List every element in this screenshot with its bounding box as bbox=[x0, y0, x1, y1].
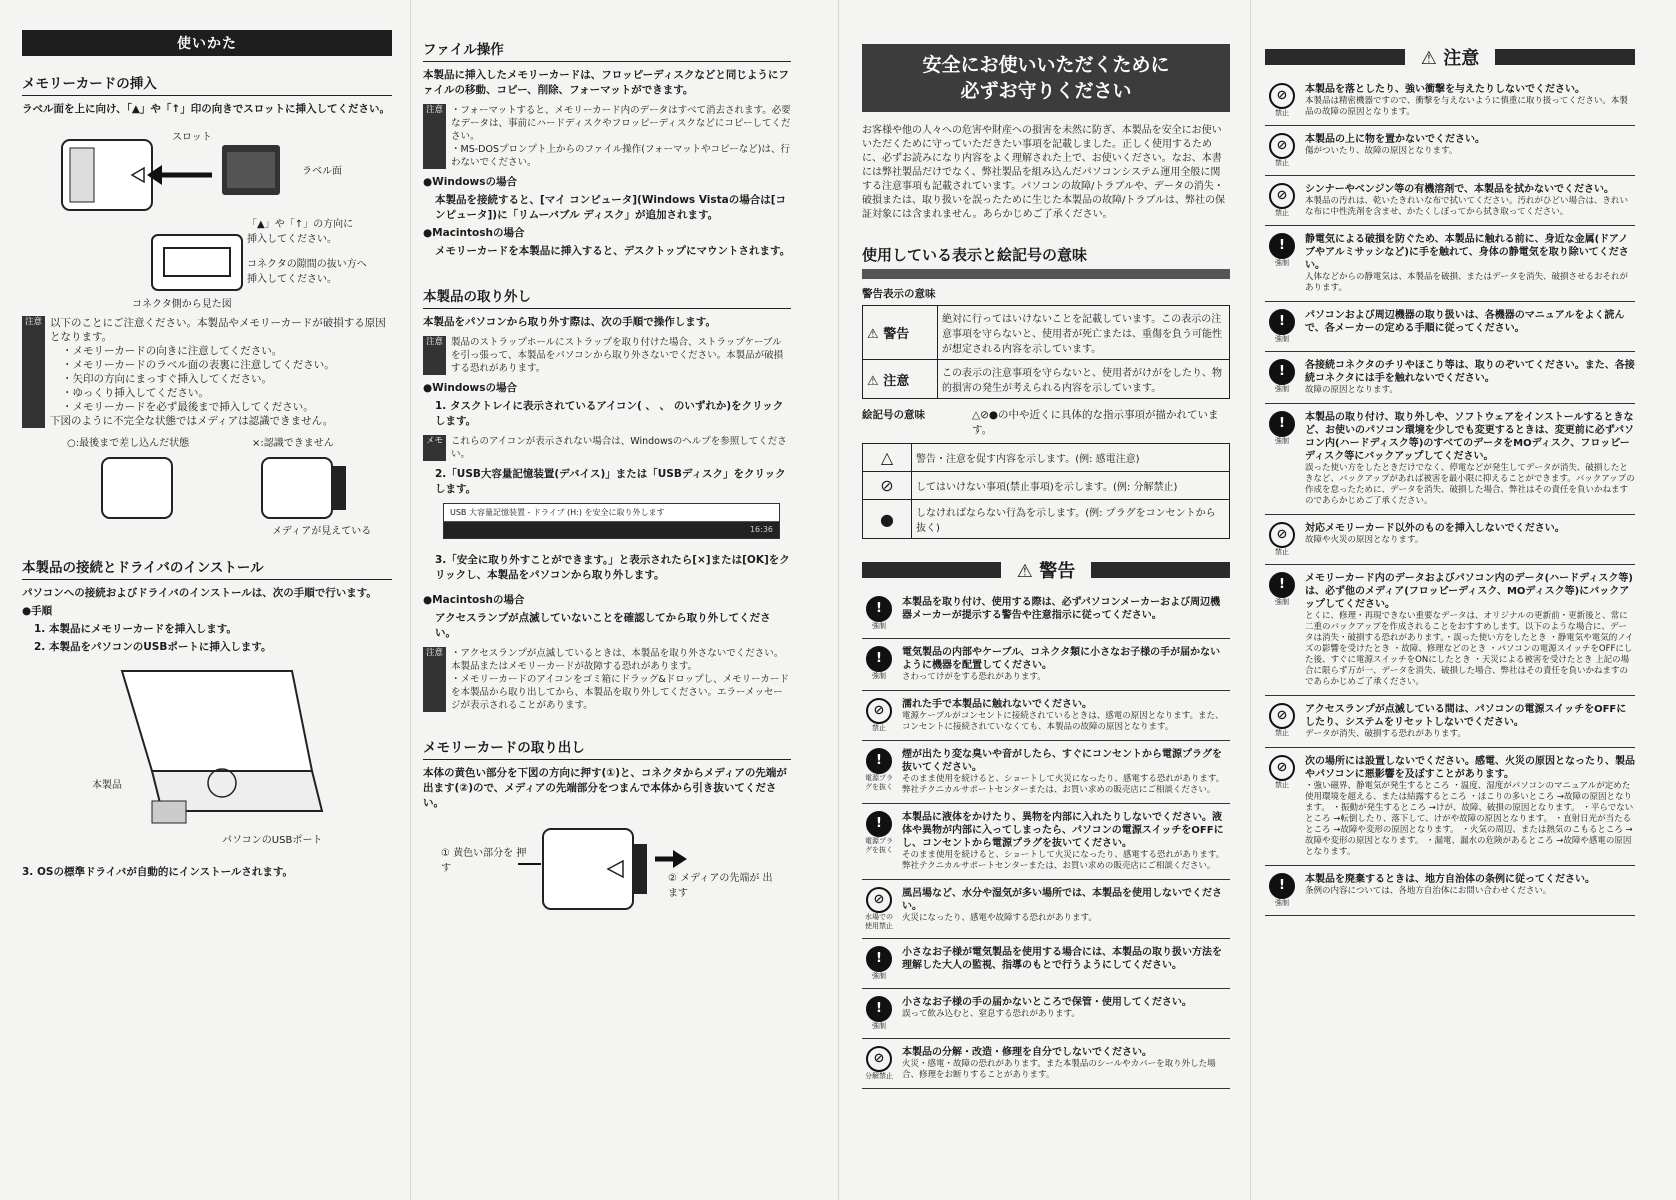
icon-label: 強制 bbox=[1275, 259, 1289, 267]
list-item bbox=[1265, 696, 1635, 748]
item-title: 対応メモリーカード以外のものを挿入しないでください。 bbox=[1305, 523, 1565, 534]
sym-row-2: してはいけない事項(禁止事項)を示します。(例: 分解禁止) bbox=[912, 472, 1230, 500]
list-item bbox=[862, 741, 1230, 804]
caution-tag: 注意 bbox=[423, 647, 446, 712]
warning-header-title: ⚠ 警告 bbox=[1016, 561, 1076, 582]
column-caution bbox=[1265, 30, 1635, 1180]
mac-head: ●Macintoshの場合 bbox=[423, 227, 525, 239]
caution-header-title: ⚠ 注意 bbox=[1420, 48, 1480, 69]
mandatory-icon: ! 強制 bbox=[862, 596, 896, 631]
list-item: ・フォーマットすると、メモリーカード内のデータはすべて消去されます。必要なデータは、事前にハードディスクやフロッピーディスクなどにコピーしてください。 bbox=[451, 105, 791, 142]
taskbar-clock: 16:36 bbox=[444, 522, 779, 538]
list-item bbox=[862, 804, 1230, 880]
item-detail: 誤って飲み込むと、窒息する恐れがあります。 bbox=[902, 1009, 1080, 1019]
prohibit-icon: ⊘ 禁止 bbox=[862, 698, 896, 733]
connector-side-label: コネクタ側から見た図 bbox=[132, 299, 232, 310]
list-item bbox=[862, 1039, 1230, 1089]
symbols-title: 使用している表示と絵記号の意味 bbox=[862, 246, 1088, 264]
icon-label: 電源プラグを抜く bbox=[865, 774, 893, 791]
ok-label: ○:最後まで差し込んだ状態 bbox=[67, 438, 190, 449]
column-safety bbox=[862, 30, 1230, 1180]
mandatory-icon: ! 強制 bbox=[862, 646, 896, 683]
memo-note bbox=[423, 435, 791, 461]
mandatory-icon: ! 強制 bbox=[1265, 873, 1299, 908]
item-title: 本製品を廃棄するときは、地方自治体の条例に従ってください。 bbox=[1305, 874, 1595, 885]
eject-figure bbox=[423, 814, 791, 924]
connect-title: 本製品の接続とドライバのインストール bbox=[22, 556, 392, 580]
icon-label: 強制 bbox=[1275, 899, 1289, 907]
list-item bbox=[1265, 226, 1635, 302]
caut-label-cell: ⚠ 注意 bbox=[863, 360, 938, 399]
icon-label: 禁止 bbox=[1275, 781, 1289, 789]
list-item bbox=[862, 691, 1230, 741]
item-detail: データが消失、破損する恐れがあります。 bbox=[1305, 729, 1466, 739]
icon-label: 強制 bbox=[872, 1022, 886, 1030]
icon-label: 禁止 bbox=[872, 724, 886, 732]
prohibit-icon: ⊘ 禁止 bbox=[1265, 133, 1299, 168]
item-detail: 条例の内容については、各地方自治体にお問い合わせください。 bbox=[1305, 886, 1552, 896]
icon-label: 電源プラグを抜く bbox=[865, 837, 893, 854]
list-item: ・矢印の方向にまっすぐ挿入してください。 bbox=[62, 373, 273, 385]
list-item bbox=[1265, 352, 1635, 404]
caution-outro: 下図のように不完全な状態ではメディアは認識できません。 bbox=[50, 415, 334, 427]
rwin-step1: 1. タスクトレイに表示されているアイコン( 、 、 のいずれか)をクリックします。 bbox=[435, 400, 784, 427]
prohibit-icon: ⊘ 禁止 bbox=[1265, 522, 1299, 557]
laptop-illustration bbox=[22, 661, 392, 851]
item-detail: ・強い磁界、静電気が発生するところ ・温度、湿度がパソコンのマニュアルが定めた使用環境を超える、または結露するところ ・ほこりの多いところ →故障の原因となります。 ・振動が発生するところ →けが、故障、破損の原因となります。 ・平らでないところ →転倒したり、落下して、けがや故障の原因となります。 ・直射日光が当たるところ →故障や変形の原因となります。 ・火気の周辺、または熱気のこもるところ →故障や変形の原因となります。 ・漏電、漏水の危険があるところ →故障や感電の原因となります。 bbox=[1305, 781, 1634, 857]
prohibit-icon: ⊘ 禁止 bbox=[1265, 755, 1299, 858]
icon-label: 禁止 bbox=[1275, 159, 1289, 167]
caut-label: 注意 bbox=[883, 373, 910, 389]
list-item: ・メモリーカードの向きに注意してください。 bbox=[62, 345, 283, 357]
symbol-table bbox=[862, 443, 1230, 539]
item-detail: 火災・感電・故障の恐れがあります。また本製品のシールやカバーを取り外した場合、修理をお断りすることがあります。 bbox=[902, 1059, 1216, 1080]
item-detail: 誤った使い方をしたときだけでなく、停電などが発生してデータが消失、破損したときなど、バックアップがあれば被害を最小限に抑えることができます。バックアップの作成を怠ったために、データを消失、破損した場合、弊社はその責任を負いかねますのであらかじめご了承ください。 bbox=[1305, 463, 1635, 506]
item-title: 各接続コネクタのチリやほこり等は、取りのぞいてください。また、各接続コネクタには手を触れないでください。 bbox=[1305, 360, 1635, 384]
item-title: 本製品の上に物を置かないでください。 bbox=[1305, 134, 1485, 145]
mandatory-icon: ! 強制 bbox=[1265, 309, 1299, 344]
warn-label-cell: ⚠ 警告 bbox=[863, 306, 938, 360]
item-title: 次の場所には設置しないでください。感電、火災の原因となったり、製品やパソコンに悪影響を及ぼすことがあります。 bbox=[1305, 756, 1635, 780]
safety-title-line2: 必ずお守りください bbox=[960, 80, 1132, 102]
list-item bbox=[862, 589, 1230, 639]
mandatory-icon: ! 強制 bbox=[1265, 411, 1299, 507]
item-title: 本製品を落としたり、強い衝撃を与えたりしないでください。 bbox=[1305, 84, 1585, 95]
symbols-divider bbox=[862, 269, 1230, 279]
item-detail: さわってけがをする恐れがあります。 bbox=[902, 672, 1046, 682]
mandatory-icon: ● bbox=[863, 500, 912, 539]
memo-tag: メモ bbox=[423, 435, 446, 461]
item-detail: 火災になったり、感電や故障する恐れがあります。 bbox=[902, 913, 1097, 923]
prohibit-icon: ⊘ bbox=[863, 472, 912, 500]
list-item bbox=[1265, 126, 1635, 176]
step-3: 3. OSの標準ドライバが自動的にインストールされます。 bbox=[22, 866, 294, 878]
list-item: ・メモリーカードを必ず最後まで挿入してください。 bbox=[62, 401, 314, 413]
item-title: 本製品を取り付け、使用する際は、必ずパソコンメーカーおよび周辺機器メーカーが提示する警告や注意指示に従ってください。 bbox=[902, 597, 1221, 621]
rmac-caution bbox=[423, 647, 791, 712]
media-visible-label: メディアが見えている bbox=[272, 526, 372, 537]
icon-label: 強制 bbox=[872, 972, 886, 980]
list-item bbox=[1265, 866, 1635, 916]
remove-text: 本製品をパソコンから取り外す際は、次の手順で操作します。 bbox=[423, 316, 716, 328]
symbol-meaning-row bbox=[862, 407, 1230, 437]
header-block-right bbox=[1091, 562, 1230, 578]
insert-caution bbox=[22, 316, 392, 428]
file-caution bbox=[423, 104, 791, 169]
eject-step2-label: ② メディアの先端が 出ます bbox=[668, 873, 773, 899]
item-title: 電気製品の内部やケーブル、コネクタ類に小さなお子様の手が届かないように機器を配置してください。 bbox=[902, 647, 1221, 671]
icon-label: 強制 bbox=[1275, 598, 1289, 606]
icon-label: 強制 bbox=[1275, 437, 1289, 445]
icon-label: 禁止 bbox=[1275, 548, 1289, 556]
list-item bbox=[1265, 565, 1635, 696]
rwin-step2: 2.「USB大容量記憶装置(デバイス)」または「USBディスク」をクリックします。 bbox=[435, 468, 786, 495]
section-bar-usage: 使いかた bbox=[22, 30, 392, 56]
warning-meaning-table bbox=[862, 305, 1230, 399]
icon-label: 水場での使用禁止 bbox=[865, 913, 893, 930]
warning-header-label: 警告 bbox=[1039, 561, 1076, 582]
prohibit-icon: ⊘ 水場での使用禁止 bbox=[862, 887, 896, 931]
list-item bbox=[1265, 515, 1635, 565]
rwin-head: ●Windowsの場合 bbox=[423, 382, 517, 394]
mandatory-icon: ! 強制 bbox=[1265, 572, 1299, 688]
list-item bbox=[1265, 176, 1635, 226]
list-item bbox=[862, 880, 1230, 939]
mandatory-icon: ! 強制 bbox=[1265, 359, 1299, 396]
warn-desc: 絶対に行ってはいけないことを記載しています。この表示の注意事項を守らないと、使用者が死亡または、重傷を負う可能性が想定される内容を示しています。 bbox=[938, 306, 1230, 360]
caution-tag: 注意 bbox=[423, 104, 446, 169]
sym-head: 絵記号の意味 bbox=[862, 409, 925, 421]
prohibit-icon: ⊘ 禁止 bbox=[1265, 703, 1299, 740]
rwin-step3: 3.「安全に取り外すことができます。」と表示されたら[×]または[OK]をクリックし、本製品をパソコンから取り外します。 bbox=[435, 554, 790, 581]
warn-head: 警告表示の意味 bbox=[862, 288, 936, 300]
taskbar-screenshot bbox=[443, 503, 780, 539]
warn-label: 警告 bbox=[883, 327, 910, 342]
item-title: パソコンおよび周辺機器の取り扱いは、各機器のマニュアルをよく読んで、各メーカーの定める手順に従ってください。 bbox=[1305, 310, 1625, 334]
item-detail: 故障の原因となります。 bbox=[1305, 385, 1398, 395]
insert-figure bbox=[22, 120, 392, 310]
item-title: 本製品に液体をかけたり、異物を内部に入れたりしないでください。液体や異物が内部に入ってしまったら、パソコンの電源スイッチをOFFにし、コンセントから電源プラグを抜いてください。 bbox=[902, 812, 1224, 849]
item-detail: 人体などからの静電気は、本製品を破損、またはデータを消失、破損させるおそれがあります。 bbox=[1305, 272, 1629, 293]
prohibit-icon: ⊘ 禁止 bbox=[1265, 83, 1299, 118]
remove-note: 製品のストラップホールにストラップを取り付けた場合、ストラップケーブルを引っ張って、本製品をパソコンから取り外さないでください。本製品が破損する恐れがあります。 bbox=[451, 337, 784, 374]
product-label: 本製品 bbox=[92, 780, 122, 791]
sym-row-3: しなければならない行為を示します。(例: プラグをコンセントから抜く) bbox=[912, 500, 1230, 539]
list-item bbox=[862, 639, 1230, 691]
item-title: 本製品の分解・改造・修理を自分でしないでください。 bbox=[902, 1047, 1152, 1058]
taskbar-popup-text: USB 大容量記憶装置 - ドライブ (H:) を安全に取り外します bbox=[444, 504, 779, 522]
column-operations bbox=[423, 30, 791, 1180]
item-title: 濡れた手で本製品に触れないでください。 bbox=[902, 699, 1092, 710]
item-title: シンナーやベンジン等の有機溶剤で、本製品を拭かないでください。 bbox=[1305, 184, 1615, 195]
item-detail: 故障や火災の原因となります。 bbox=[1305, 535, 1424, 545]
caution-list bbox=[50, 344, 392, 414]
item-detail: 本製品の汚れは、乾いたきれいな布で拭いてください。汚れがひどい場合は、きれいな布に中性洗剤を含ませ、かたくしぼってから拭き取ってください。 bbox=[1305, 196, 1629, 217]
laptop-figure bbox=[22, 661, 392, 851]
list-item: ・メモリーカードのラベル面の表裏に注意してください。 bbox=[62, 359, 335, 371]
icon-label: 禁止 bbox=[1275, 109, 1289, 117]
icon-label: 禁止 bbox=[1275, 209, 1289, 217]
item-title: 静電気による破損を防ぐため、本製品に触れる前に、身近な金属(ドアノブやアルミサッシなど)に手を触れて、身体の静電気を取り除いてください。 bbox=[1305, 234, 1629, 271]
label-side-label: ラベル面 bbox=[302, 166, 342, 177]
direction-label: 「▲」や「↑」の方向に 挿入してください。 bbox=[247, 219, 354, 245]
list-item bbox=[862, 939, 1230, 989]
remove-title: 本製品の取り外し bbox=[423, 285, 791, 309]
list-item: ・アクセスランプが点滅しているときは、本製品を取り外さないでください。本製品またはメモリーカードが故障する恐れがあります。 bbox=[451, 648, 784, 672]
insert-text: ラベル面を上に向け、「▲」や「↑」印の向きでスロットに挿入してください。 bbox=[22, 103, 390, 115]
mandatory-icon: ! 強制 bbox=[862, 946, 896, 981]
win-text: 本製品を接続すると、[マイ コンピュータ](Windows Vistaの場合は[コンピュータ])に「リムーバブル ディスク」が追加されます。 bbox=[435, 194, 787, 221]
remove-caution bbox=[423, 336, 791, 375]
connect-text: パソコンへの接続およびドライバのインストールは、次の手順で行います。 bbox=[22, 587, 377, 599]
list-item: ・MS-DOSプロンプト上からのファイル操作(フォーマットやコピーなど)は、行わないでください。 bbox=[451, 144, 790, 168]
rmac-text: アクセスランプが点滅していないことを確認してから取り外してください。 bbox=[435, 612, 771, 639]
icon-label: 分解禁止 bbox=[865, 1072, 893, 1080]
list-item: ・ゆっくり挿入してください。 bbox=[62, 387, 209, 399]
safety-title bbox=[862, 44, 1230, 112]
step-1: 1. 本製品にメモリーカードを挿入します。 bbox=[34, 623, 237, 635]
sym-row-1: 警告・注意を促す内容を示します。(例: 感電注意) bbox=[912, 444, 1230, 472]
icon-label: 強制 bbox=[1275, 385, 1289, 393]
caution-tag: 注意 bbox=[423, 336, 446, 375]
mac-text: メモリーカードを本製品に挿入すると、デスクトップにマウントされます。 bbox=[435, 245, 791, 257]
icon-label: 強制 bbox=[872, 672, 886, 680]
memo-text: これらのアイコンが表示されない場合は、Windowsのヘルプを参照してください。 bbox=[451, 436, 787, 460]
eject-text: 本体の黄色い部分を下図の方向に押す(①)と、コネクタからメディアの先端が出ます(②)ので、メディアの先端部分をつまんで本体から引き抜いてください。 bbox=[423, 767, 787, 809]
mandatory-icon: ! 電源プラグを抜く bbox=[862, 748, 896, 796]
safety-title-line1: 安全にお使いいただくために bbox=[922, 54, 1170, 76]
item-detail: 電源ケーブルがコンセントに接続されているときは、感電の原因となります。また、コンセントに接続されていなくても、本製品の故障の原因となります。 bbox=[902, 711, 1224, 732]
header-block-left bbox=[862, 562, 1001, 578]
rmac-head: ●Macintoshの場合 bbox=[423, 594, 525, 606]
list-item bbox=[1265, 748, 1635, 866]
item-title: 本製品の取り付け、取り外しや、ソフトウェアをインストールするときなど、お使いのパソコン環境を少しでも変更するときは、変更前に必ずパソコン内(ハードディスク等)のすべてのデータをMOディスク、フロッピーディスク等にバックアップしてください。 bbox=[1305, 412, 1634, 462]
item-title: 風呂場など、水分や湿気が多い場所では、本製品を使用しないでください。 bbox=[902, 888, 1222, 912]
triangle-icon: △ bbox=[863, 444, 912, 472]
icon-label: 強制 bbox=[872, 622, 886, 630]
ng-label: ×:認識できません bbox=[252, 438, 334, 449]
icon-label: 禁止 bbox=[1275, 729, 1289, 737]
usb-port-label: パソコンのUSBポート bbox=[222, 835, 323, 846]
safety-intro: お客様や他の人々への危害や財産への損害を未然に防ぎ、本製品を安全にお使いいただくために守っていただきたい事項を記載しました。正しく使用するために、必ずお読みになり内容をよく理解された上で、お使いください。なお、本書には弊社製品だけでなく、弊社製品を組み込んだパソコンシステム運用全般に関する注意事項も記載されています。パソコンの故障/トラブルや、データの消失・破損または、取り扱いを誤ったために生じた本製品の故障/トラブルは、弊社の保証対象には含まれません。あらかじめご了承ください。 bbox=[862, 125, 1225, 220]
item-title: アクセスランプが点滅している間は、パソコンの電源スイッチをOFFにしたり、システムをリセットしないでください。 bbox=[1305, 704, 1627, 728]
caution-list bbox=[1265, 76, 1635, 916]
list-item bbox=[1265, 302, 1635, 352]
column-how-to-use bbox=[22, 30, 392, 1180]
mandatory-icon: ! 強制 bbox=[862, 996, 896, 1031]
item-title: メモリーカード内のデータおよびパソコン内のデータ(ハードディスク等)は、必ず他のメディア(フロッピーディスク、MOディスク等)にバックアップしてください。 bbox=[1305, 573, 1633, 610]
connector-gap-label: コネクタの隙間の抜い方へ 挿入してください。 bbox=[247, 259, 367, 285]
warning-header bbox=[862, 557, 1230, 583]
list-item: ・メモリーカードのアイコンをゴミ箱にドラッグ&ドロップし、メモリーカードを本製品から取り出してから、本製品を取り外してください。エラーメッセージが表示されることがあります。 bbox=[451, 674, 789, 711]
caution-header-label: 注意 bbox=[1443, 48, 1480, 69]
list-item bbox=[1265, 76, 1635, 126]
caution-header bbox=[1265, 44, 1635, 70]
warning-list bbox=[862, 589, 1230, 1089]
eject-title: メモリーカードの取り出し bbox=[423, 736, 791, 760]
item-title: 小さなお子様の手の届かないところで保管・使用してください。 bbox=[902, 997, 1192, 1008]
list-item bbox=[862, 989, 1230, 1039]
caution-tag: 注意 bbox=[22, 316, 45, 428]
item-detail: とくに、修理・再現できない重要なデータは、オリジナルの更新前・更新後と、常に二重のバックアップを作成されることをおすすめします。以下のような場合に、データは消失・破損する恐れがあります。・誤った使い方をしたとき ・静電気や電気的ノイズの影響を受けたとき ・故障、修理などのとき ・パソコンの電源スイッチをOFFにした後、すぐに電源スイッチをONにしたとき ・天災による被害を受けたとき 上記の場合に限らず万が一、データを消失、破損した場合、弊社はその責任を負いかねますのであらかじめご了承ください。 bbox=[1305, 611, 1634, 687]
steps-head: ●手順 bbox=[22, 605, 53, 617]
item-detail: 本製品は精密機器ですので、衝撃を与えないように慎重に取り扱ってください。本製品の故障の原因となります。 bbox=[1305, 96, 1628, 117]
caut-desc: この表示の注意事項を守らないと、使用者がけがをしたり、物的損害の発生が考えられる内容を示しています。 bbox=[938, 360, 1230, 399]
insert-title: メモリーカードの挿入 bbox=[22, 72, 392, 96]
ok-ng-figure bbox=[22, 434, 392, 537]
mandatory-icon: ! 電源プラグを抜く bbox=[862, 811, 896, 872]
slot-label: スロット bbox=[172, 132, 212, 143]
prohibit-icon: ⊘ 分解禁止 bbox=[862, 1046, 896, 1081]
step-2: 2. 本製品をパソコンのUSBポートに挿入します。 bbox=[34, 641, 272, 653]
header-block-right bbox=[1495, 49, 1635, 65]
item-detail: そのまま使用を続けると、ショートして火災になったり、感電する恐れがあります。弊社テクニカルサポートセンターまたは、お買い求めの販売店にご相談ください。 bbox=[902, 850, 1225, 871]
win-head: ●Windowsの場合 bbox=[423, 176, 517, 188]
file-text: 本製品に挿入したメモリーカードは、フロッピーディスクなどと同じようにファイルの移動、コピー、削除、フォーマットができます。 bbox=[423, 69, 789, 96]
file-title: ファイル操作 bbox=[423, 38, 791, 62]
mandatory-icon: ! 強制 bbox=[1265, 233, 1299, 294]
prohibit-icon: ⊘ 禁止 bbox=[1265, 183, 1299, 218]
item-title: 煙が出たり変な臭いや音がしたら、すぐにコンセントから電源プラグを抜いてください。 bbox=[902, 749, 1222, 773]
eject-step1-label: ① 黄色い部分を 押す bbox=[441, 848, 527, 874]
icon-label: 強制 bbox=[1275, 335, 1289, 343]
list-item bbox=[1265, 404, 1635, 515]
item-title: 小さなお子様が電気製品を使用する場合には、本製品の取り扱い方法を理解した大人の監視、指導のもとで行うようにしてください。 bbox=[902, 947, 1222, 971]
sym-desc: △⊘●の中や近くに具体的な指示事項が描かれています。 bbox=[972, 409, 1219, 436]
header-block-left bbox=[1265, 49, 1405, 65]
item-detail: そのまま使用を続けると、ショートして火災になったり、感電する恐れがあります。弊社テクニカルサポートセンターまたは、お買い求めの販売店にご相談ください。 bbox=[902, 774, 1225, 795]
item-detail: 傷がついたり、故障の原因となります。 bbox=[1305, 146, 1458, 156]
caution-intro: 以下のことにご注意ください。本製品やメモリーカードが破損する原因となります。 bbox=[50, 317, 386, 343]
